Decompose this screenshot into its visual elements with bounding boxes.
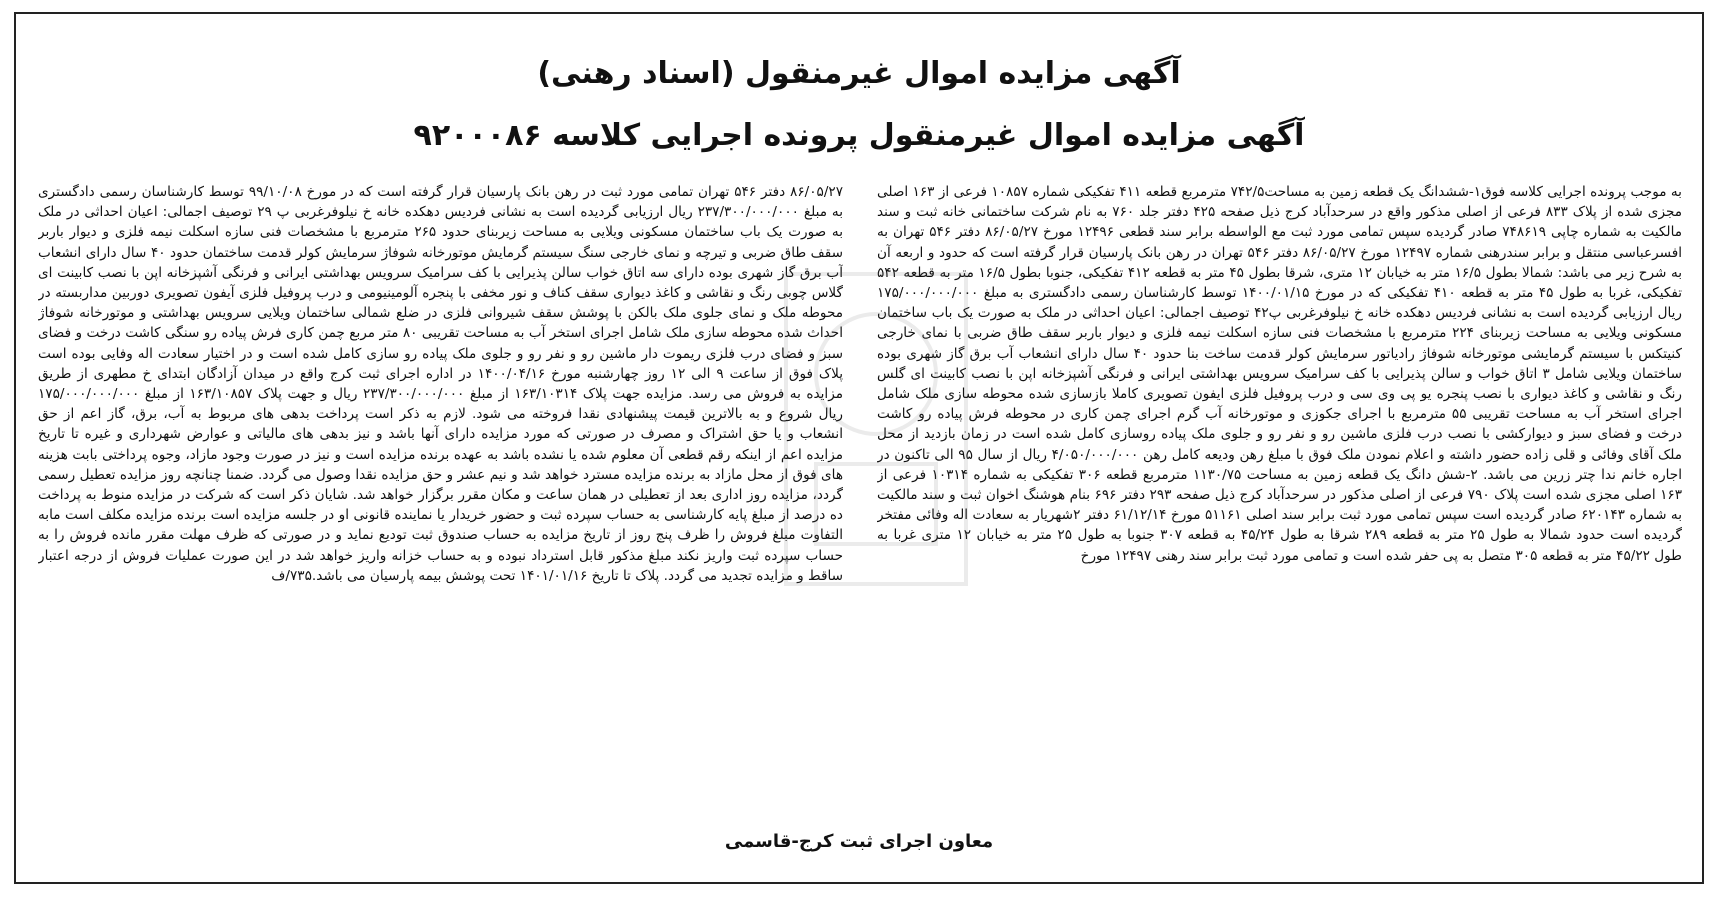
notice-subtitle: آگهی مزایده اموال غیرمنقول پرونده اجرایی کلاسه ۹۲۰۰۰۸۶ xyxy=(413,118,1305,153)
left-column-paragraph: ۸۶/۰۵/۲۷ دفتر ۵۴۶ تهران تمامی مورد ثبت در رهن بانک پارسیان قرار گرفته است که در مورخ ۹۹/۱۰/۰۸ توسط کارشناسان رسمی دادگستری به مبلغ ۲۳۷/۳۰۰/۰۰۰/۰۰۰ ریال ارزیابی گردیده است به نشانی فردیس دهکده خانه خ نیلوفرغربی پ ۲۹ توصیف اجمالی: اعیان احداثی در ملک به صورت یک باب ساختمان مسکونی ویلایی به مساحت زیربنای حدود ۲۶۵ مترمربع با مشخصات فنی سازه اسکلت نیمه فلزی و دیوار باربر سقف طاق ضربی و تیرچه و نمای خارجی سنگ سیستم گرمایش موتورخانه شوفاژ سرمایش کولر قدمت ساختمان حدود ۴۰ سال دارای انشعاب آب برق گاز شهری بوده دارای سه اتاق خواب سالن پذیرایی با کف سرامیک سرویس بهداشتی ایرانی و فرنگی آشپزخانه اپن با نصب کابینت ای گلاس چوبی رنگ و نقاشی و کاغذ دیواری سقف کناف و نور مخفی با پنجره آلومینیومی و درب پروفیل فلزی آیفون تصویری دوربین مداربسته در محوطه ملک و نمای جلوی ملک بالکن با پوشش سقف شیروانی فلزی در ضلع شمالی ساختمان ویلایی سرویس بهداشتی و موتورخانه شوفاژ احداث شده محوطه سازی ملک شامل اجرای استخر آب به مساحت تقریبی ۸۰ متر مربع چمن کاری فرش پیاده رو سنگی کاشت درخت و فضای سبز و فضای درب فلزی ریموت دار ماشین رو و نفر رو و جلوی ملک پیاده رو سازی کامل شده است و در اختیار سعادت اله وفایی بوده است پلاک فوق از ساعت ۹ الی ۱۲ روز چهارشنبه مورخ ۱۴۰۰/۰۴/۱۶ در اداره اجرای ثبت کرج واقع در میدان آزادگان ابتدای خ مطهری از طریق مزایده به فروش می رسد. مزایده جهت پلاک ۱۶۳/۱۰۳۱۴ از مبلغ ۲۳۷/۳۰۰/۰۰۰/۰۰۰ ریال و جهت پلاک ۱۶۳/۱۰۸۵۷ از مبلغ ۱۷۵/۰۰۰/۰۰۰/۰۰۰ ریال شروع و به بالاترین قیمت پیشنهادی نقدا فروخته می شود. لازم به ذکر است پرداخت بدهی های مربوط به آب، برق، گاز اعم از حق انشعاب و یا حق اشتراک و مصرف در صورتی که مورد مزایده دارای آنها باشد و نیز بدهی های مالیاتی و عوارض شهرداری و غیره تا تاریخ مزایده اعم از اینکه رقم قطعی آن معلوم شده یا نشده باشد به عهده برنده مزایده است و نیز در صورت وجود مازاد، وجوه پرداختی بابت هزینه های فوق از محل مازاد به برنده مزایده مسترد خواهد شد و نیم عشر و حق مزایده نقدا وصول می گردد. ضمنا چنانچه روز مزایده تعطیل رسمی گردد، مزایده روز اداری بعد از تعطیلی در همان ساعت و مکان مقرر برگزار خواهد شد. شایان ذکر است که شرکت در مزایده منوط به پرداخت ده درصد از مبلغ پایه کارشناسی به حساب سپرده ثبت و حضور خریدار یا نماینده قانونی او در جلسه مزایده است برنده مزایده مکلف است مابه التفاوت مبلغ فروش را ظرف پنج روز از تاریخ مزایده به حساب صندوق ثبت تودیع نماید و در صورتی که ظرف مهلت مقرر مانده فروش را به حساب سپرده ثبت واریز نکند مبلغ مذکور قابل استرداد نبوده و به حساب خزانه واریز خواهد شد در این صورت عملیات فروش از درجه اعتبار ساقط و مزایده تجدید می گردد. پلاک تا تاریخ ۱۴۰۱/۰۱/۱۶ تحت پوشش بیمه پارسیان می باشد.۷۳۵/ف xyxy=(38,184,843,584)
right-column-text xyxy=(877,182,1682,828)
notice-title: آگهی مزایده اموال غیرمنقول (اسناد رهنی) xyxy=(537,56,1181,91)
notice-frame xyxy=(14,12,1704,884)
left-column-text xyxy=(38,182,843,794)
notice-signature: معاون اجرای ثبت کرج-قاسمی xyxy=(724,831,994,852)
right-column-paragraph: به موجب پرونده اجرایی کلاسه فوق۱-ششدانگ یک قطعه زمین به مساحت۷۴۲/۵ مترمربع قطعه ۴۱۱ تفکیکی شماره ۱۰۸۵۷ فرعی از ۱۶۳ اصلی مجزی شده از پلاک ۸۳۳ فرعی از اصلی مذکور واقع در سرحدآباد کرج ذیل صفحه ۴۲۵ دفتر جلد ۷۶۰ به نام شرکت ساختمانی خانه ثبت و سند مالکیت به شماره چاپی ۷۴۸۶۱۹ صادر گردیده سپس تمامی مورد ثبت مع الواسطه برابر سند قطعی ۱۲۴۹۶ مورخ ۸۶/۰۵/۲۷ دفتر ۵۴۶ تهران به افسرعباسی منتقل و برابر سندرهنی شماره ۱۲۴۹۷ مورخ ۸۶/۰۵/۲۷ دفتر ۵۴۶ تهران در رهن بانک پارسیان قرار گرفته است که حدود و اربعه آن به شرح زیر می باشد: شمالا بطول ۱۶/۵ متر به خیابان ۱۲ متری، شرقا بطول ۴۵ متر به قطعه ۴۱۲ تفکیکی، جنوبا بطول ۱۶/۵ متر به قطعه ۵۴۲ تفکیکی، غربا به طول ۴۵ متر به قطعه ۴۱۰ تفکیکی که در مورخ ۱۴۰۰/۰۱/۱۵ توسط کارشناسان رسمی دادگستری به مبلغ ۱۷۵/۰۰۰/۰۰۰/۰۰۰ ریال ارزیابی گردیده است به نشانی فردیس دهکده خانه خ نیلوفرغربی پ۴۲ توصیف اجمالی: اعیان احداثی در ملک به صورت یک باب ساختمان مسکونی ویلایی به مساحت زیربنای ۲۲۴ مترمربع با مشخصات فنی سازه اسکلت نیمه فلزی و دیوار باربر سقف طاق ضربی با نمای خارجی کنیتکس با سیستم گرمایشی موتورخانه شوفاژ رادیاتور سرمایش کولر قدمت ساخت بنا حدود ۴۰ سال دارای انشعاب آب برق گاز شهری بوده ساختمان ویلایی شامل ۳ اتاق خواب و سالن پذیرایی با کف سرامیک سرویس بهداشتی ایرانی و فرنگی آشپزخانه اپن با نصب کابینت ای گلس رنگ و نقاشی و کاغذ دیواری با نصب پنجره یو پی وی سی و درب پروفیل فلزی ایفون تصویری کاملا بازسازی شده محوطه سازی ملک شامل اجرای استخر آب به مساحت تقریبی ۵۵ مترمربع با اجرای جکوزی و موتورخانه آب گرم اجرای چمن کاری در محوطه فرش پیاده رو کاشت درخت و فضای سبز و دیوارکشی با نصب درب فلزی ماشین رو و نفر رو و جلوی ملک پیاده روسازی کامل شده است در زمان بازدید از محل ملک آقای وفائی و قلی زاده حضور داشته و اعلام نمودن ملک فوق با مبلغ رهن ودیعه کامل رهن ۴/۰۵۰/۰۰۰/۰۰۰ ریال از سال ۹۵ الی تاکنون در اجاره خانم ندا چتر زرین می باشد. ۲-شش دانگ یک قطعه زمین به مساحت ۱۱۳۰/۷۵ مترمربع قطعه ۳۰۶ تفکیکی به شماره ۱۰۳۱۴ فرعی از ۱۶۳ اصلی مجزی شده است پلاک ۷۹۰ فرعی از اصلی مذکور در سرحدآباد کرج ذیل صفحه ۲۹۳ دفتر ۶۹۶ بنام هوشنگ اخوان ثبت و سند مالکیت به شماره ۶۲۰۱۴۳ صادر گردیده است سپس تمامی مورد ثبت برابر سند اصلی ۵۱۱۶۱ مورخ ۶۱/۱۲/۱۴ دفتر ۲شهریار به سعادت اله وفائی مفتخر گردیده است حدود شمالا به طول ۲۵ متر به قطعه ۲۸۹ شرقا به طول ۴۵/۲۴ به قطعه ۳۰۷ جنوبا به طول ۲۵ متر به خیابان ۱۲ متری غربا به طول ۴۵/۲۲ متر به قطعه ۳۰۵ متصل به پی حفر شده است و تمامی مورد ثبت برابر سند رهنی ۱۲۴۹۷ مورخ xyxy=(877,184,1682,564)
